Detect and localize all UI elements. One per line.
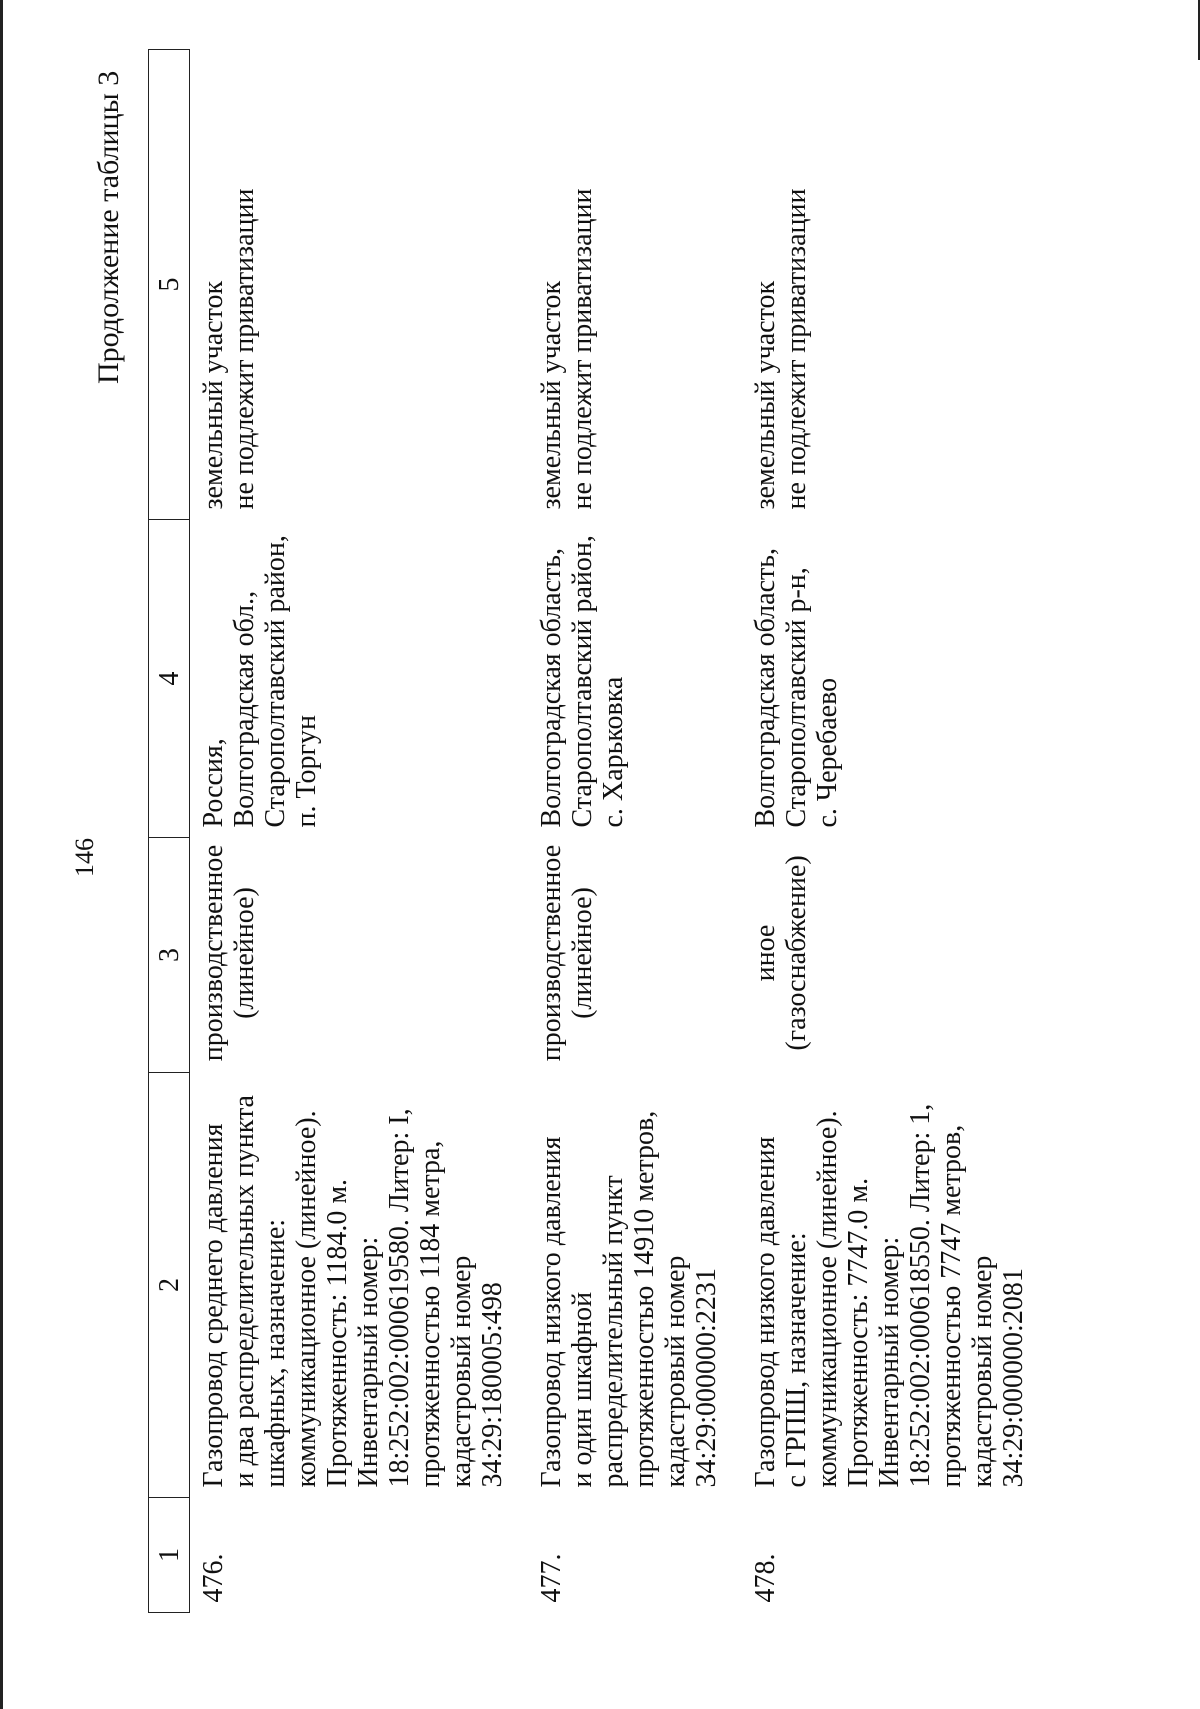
description-line: Газопровод низкого давления bbox=[750, 1136, 781, 1488]
table-row bbox=[528, 50, 742, 1613]
purpose-line: (газоснабжение) bbox=[781, 855, 812, 1051]
description-line: и два распределительных пункта bbox=[229, 1095, 260, 1488]
description-line: протяженностью 7747 метров, bbox=[936, 1124, 967, 1488]
object-address bbox=[528, 520, 742, 838]
table-caption: Продолжение таблицы 3 bbox=[92, 70, 125, 384]
description-line: протяженностью 1184 метра, bbox=[415, 1140, 446, 1488]
description-line: 18:252:002:000619580. Литер: I, bbox=[384, 1108, 415, 1488]
description-line: распределительный пункт bbox=[598, 1175, 629, 1488]
address-line: Волгоградская область, bbox=[750, 547, 781, 828]
object-address bbox=[190, 520, 529, 838]
object-address bbox=[742, 520, 1049, 838]
object-note bbox=[528, 50, 742, 520]
purpose-line: (линейное) bbox=[567, 887, 598, 1019]
description-line: 34:29:000000:2231 bbox=[691, 1268, 722, 1488]
description-line: Инвентарный номер: bbox=[353, 1236, 384, 1488]
description-line: 18:252:002:000618550. Литер: 1, bbox=[905, 1103, 936, 1488]
object-purpose bbox=[190, 838, 529, 1073]
object-description bbox=[190, 1073, 529, 1498]
description-line: и один шкафной bbox=[567, 1291, 598, 1488]
description-line: кадастровый номер bbox=[967, 1255, 998, 1488]
description-line: 34:29:000000:2081 bbox=[998, 1268, 1029, 1488]
description-line: Протяженность: 7747.0 м. bbox=[843, 1177, 874, 1488]
column-header-4: 4 bbox=[149, 520, 190, 838]
column-header-2: 2 bbox=[149, 1073, 190, 1498]
description-line: кадастровый номер bbox=[446, 1255, 477, 1488]
object-note bbox=[742, 50, 1049, 520]
column-header-5: 5 bbox=[149, 50, 190, 520]
description-line: кадастровый номер bbox=[660, 1255, 691, 1488]
note-line: земельный участок bbox=[750, 280, 781, 510]
address-line: Россия, bbox=[198, 738, 229, 828]
address-line: с. Харьковка bbox=[598, 676, 629, 828]
row-number: 476. bbox=[198, 1553, 229, 1603]
address-line: Волгоградская обл., bbox=[229, 590, 260, 828]
address-line: Волгоградская область, bbox=[536, 547, 567, 828]
purpose-line: (линейное) bbox=[229, 887, 260, 1019]
description-line: с ГРПШ, назначение: bbox=[781, 1232, 812, 1488]
header-row bbox=[149, 50, 190, 1613]
address-line: Старополтавский р-н, bbox=[781, 567, 812, 828]
description-line: протяженностью 14910 метров, bbox=[629, 1110, 660, 1488]
table-row bbox=[190, 50, 529, 1613]
row-number: 478. bbox=[750, 1553, 781, 1603]
purpose-line: производственное bbox=[198, 844, 229, 1062]
purpose-line: производственное bbox=[536, 844, 567, 1062]
purpose-line: иное bbox=[750, 924, 781, 982]
object-note bbox=[190, 50, 529, 520]
column-header-3: 3 bbox=[149, 838, 190, 1073]
address-line: с. Черебаево bbox=[812, 677, 843, 828]
page-number: 146 bbox=[70, 838, 99, 877]
description-line: Газопровод низкого давления bbox=[536, 1136, 567, 1488]
address-line: Старополтавский район, bbox=[567, 535, 598, 828]
description-line: Инвентарный номер: bbox=[874, 1236, 905, 1488]
table-row bbox=[742, 50, 1049, 1613]
description-line: Газопровод среднего давления bbox=[198, 1123, 229, 1488]
note-line: земельный участок bbox=[198, 280, 229, 510]
description-line: Протяженность: 1184.0 м. bbox=[322, 1178, 353, 1488]
note-line: не подлежит приватизации bbox=[229, 188, 260, 510]
note-line: не подлежит приватизации bbox=[567, 188, 598, 510]
object-purpose bbox=[742, 838, 1049, 1073]
property-table bbox=[148, 49, 1049, 1613]
row-number: 477. bbox=[536, 1553, 567, 1603]
description-line: 34:29:180005:498 bbox=[477, 1282, 508, 1488]
description-line: коммуникационное (линейное). bbox=[812, 1110, 843, 1488]
address-line: п. Торгун bbox=[291, 715, 322, 828]
object-description bbox=[528, 1073, 742, 1498]
note-line: земельный участок bbox=[536, 280, 567, 510]
description-line: коммуникационное (линейное). bbox=[291, 1110, 322, 1488]
address-line: Старополтавский район, bbox=[260, 535, 291, 828]
object-description bbox=[742, 1073, 1049, 1498]
description-line: шкафных, назначение: bbox=[260, 1218, 291, 1488]
column-header-1: 1 bbox=[149, 1498, 190, 1613]
note-line: не подлежит приватизации bbox=[781, 188, 812, 510]
object-purpose bbox=[528, 838, 742, 1073]
